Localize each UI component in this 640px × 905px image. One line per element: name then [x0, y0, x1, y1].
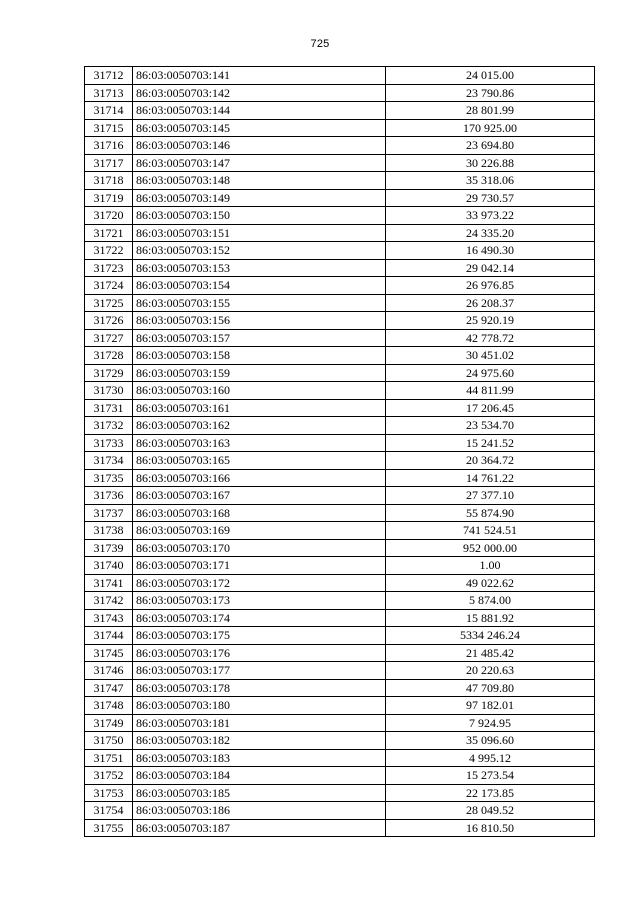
value-cell: 24 975.60 [386, 364, 595, 382]
value-cell: 25 920.19 [386, 312, 595, 330]
registry-table [84, 66, 595, 837]
value-cell: 21 485.42 [386, 644, 595, 662]
value-cell: 30 451.02 [386, 347, 595, 365]
table-row [85, 802, 595, 820]
row-number-cell: 31744 [85, 627, 133, 645]
table-row [85, 364, 595, 382]
row-number-cell: 31754 [85, 802, 133, 820]
value-cell: 28 801.99 [386, 102, 595, 120]
table-row [85, 627, 595, 645]
table-row [85, 574, 595, 592]
row-number-cell: 31742 [85, 592, 133, 610]
table-row [85, 697, 595, 715]
table-row [85, 714, 595, 732]
cadastral-number-cell: 86:03:0050703:170 [133, 539, 386, 557]
value-cell: 16 810.50 [386, 819, 595, 837]
table-row [85, 224, 595, 242]
row-number-cell: 31735 [85, 469, 133, 487]
table-row [85, 102, 595, 120]
row-number-cell: 31721 [85, 224, 133, 242]
row-number-cell: 31734 [85, 452, 133, 470]
value-cell: 23 790.86 [386, 84, 595, 102]
cadastral-number-cell: 86:03:0050703:168 [133, 504, 386, 522]
cadastral-number-cell: 86:03:0050703:157 [133, 329, 386, 347]
table-row [85, 504, 595, 522]
cadastral-number-cell: 86:03:0050703:163 [133, 434, 386, 452]
value-cell: 23 694.80 [386, 137, 595, 155]
row-number-cell: 31714 [85, 102, 133, 120]
table-row [85, 522, 595, 540]
row-number-cell: 31737 [85, 504, 133, 522]
value-cell: 97 182.01 [386, 697, 595, 715]
table-row [85, 84, 595, 102]
row-number-cell: 31751 [85, 749, 133, 767]
table-row [85, 242, 595, 260]
cadastral-number-cell: 86:03:0050703:174 [133, 609, 386, 627]
value-cell: 170 925.00 [386, 119, 595, 137]
row-number-cell: 31715 [85, 119, 133, 137]
table-row [85, 119, 595, 137]
row-number-cell: 31747 [85, 679, 133, 697]
value-cell: 1.00 [386, 557, 595, 575]
cadastral-number-cell: 86:03:0050703:177 [133, 662, 386, 680]
value-cell: 42 778.72 [386, 329, 595, 347]
row-number-cell: 31717 [85, 154, 133, 172]
cadastral-number-cell: 86:03:0050703:144 [133, 102, 386, 120]
value-cell: 49 022.62 [386, 574, 595, 592]
table-row [85, 417, 595, 435]
table-row [85, 557, 595, 575]
cadastral-number-cell: 86:03:0050703:171 [133, 557, 386, 575]
row-number-cell: 31745 [85, 644, 133, 662]
cadastral-number-cell: 86:03:0050703:166 [133, 469, 386, 487]
cadastral-number-cell: 86:03:0050703:182 [133, 732, 386, 750]
cadastral-number-cell: 86:03:0050703:141 [133, 67, 386, 85]
row-number-cell: 31752 [85, 767, 133, 785]
value-cell: 29 730.57 [386, 189, 595, 207]
table-row [85, 207, 595, 225]
cadastral-number-cell: 86:03:0050703:147 [133, 154, 386, 172]
value-cell: 4 995.12 [386, 749, 595, 767]
value-cell: 741 524.51 [386, 522, 595, 540]
cadastral-number-cell: 86:03:0050703:178 [133, 679, 386, 697]
cadastral-number-cell: 86:03:0050703:176 [133, 644, 386, 662]
row-number-cell: 31722 [85, 242, 133, 260]
row-number-cell: 31725 [85, 294, 133, 312]
cadastral-number-cell: 86:03:0050703:175 [133, 627, 386, 645]
table-row [85, 539, 595, 557]
row-number-cell: 31740 [85, 557, 133, 575]
value-cell: 23 534.70 [386, 417, 595, 435]
cadastral-number-cell: 86:03:0050703:165 [133, 452, 386, 470]
table-row [85, 434, 595, 452]
table-row [85, 329, 595, 347]
value-cell: 17 206.45 [386, 399, 595, 417]
cadastral-number-cell: 86:03:0050703:158 [133, 347, 386, 365]
cadastral-number-cell: 86:03:0050703:149 [133, 189, 386, 207]
value-cell: 20 364.72 [386, 452, 595, 470]
cadastral-number-cell: 86:03:0050703:153 [133, 259, 386, 277]
value-cell: 7 924.95 [386, 714, 595, 732]
row-number-cell: 31743 [85, 609, 133, 627]
value-cell: 24 015.00 [386, 67, 595, 85]
row-number-cell: 31720 [85, 207, 133, 225]
row-number-cell: 31716 [85, 137, 133, 155]
table-row [85, 154, 595, 172]
table-row [85, 347, 595, 365]
table-row [85, 67, 595, 85]
cadastral-number-cell: 86:03:0050703:146 [133, 137, 386, 155]
cadastral-number-cell: 86:03:0050703:185 [133, 784, 386, 802]
table-row [85, 592, 595, 610]
row-number-cell: 31724 [85, 277, 133, 295]
value-cell: 26 208.37 [386, 294, 595, 312]
row-number-cell: 31746 [85, 662, 133, 680]
row-number-cell: 31728 [85, 347, 133, 365]
row-number-cell: 31748 [85, 697, 133, 715]
table-row [85, 679, 595, 697]
value-cell: 35 318.06 [386, 172, 595, 190]
cadastral-number-cell: 86:03:0050703:167 [133, 487, 386, 505]
table-row [85, 189, 595, 207]
value-cell: 5 874.00 [386, 592, 595, 610]
value-cell: 27 377.10 [386, 487, 595, 505]
value-cell: 28 049.52 [386, 802, 595, 820]
row-number-cell: 31733 [85, 434, 133, 452]
table-row [85, 399, 595, 417]
table-row [85, 172, 595, 190]
cadastral-number-cell: 86:03:0050703:161 [133, 399, 386, 417]
row-number-cell: 31719 [85, 189, 133, 207]
cadastral-number-cell: 86:03:0050703:184 [133, 767, 386, 785]
cadastral-number-cell: 86:03:0050703:162 [133, 417, 386, 435]
table-row [85, 294, 595, 312]
table-row [85, 609, 595, 627]
table-row [85, 732, 595, 750]
value-cell: 29 042.14 [386, 259, 595, 277]
cadastral-number-cell: 86:03:0050703:156 [133, 312, 386, 330]
cadastral-number-cell: 86:03:0050703:169 [133, 522, 386, 540]
value-cell: 26 976.85 [386, 277, 595, 295]
cadastral-number-cell: 86:03:0050703:181 [133, 714, 386, 732]
table-row [85, 662, 595, 680]
cadastral-number-cell: 86:03:0050703:159 [133, 364, 386, 382]
row-number-cell: 31712 [85, 67, 133, 85]
value-cell: 22 173.85 [386, 784, 595, 802]
cadastral-number-cell: 86:03:0050703:154 [133, 277, 386, 295]
row-number-cell: 31753 [85, 784, 133, 802]
table-row [85, 137, 595, 155]
table-row [85, 469, 595, 487]
cadastral-number-cell: 86:03:0050703:183 [133, 749, 386, 767]
value-cell: 15 241.52 [386, 434, 595, 452]
table-row [85, 452, 595, 470]
table-row [85, 819, 595, 837]
value-cell: 16 490.30 [386, 242, 595, 260]
value-cell: 14 761.22 [386, 469, 595, 487]
cadastral-number-cell: 86:03:0050703:145 [133, 119, 386, 137]
cadastral-number-cell: 86:03:0050703:151 [133, 224, 386, 242]
row-number-cell: 31726 [85, 312, 133, 330]
cadastral-number-cell: 86:03:0050703:148 [133, 172, 386, 190]
value-cell: 35 096.60 [386, 732, 595, 750]
cadastral-number-cell: 86:03:0050703:187 [133, 819, 386, 837]
value-cell: 44 811.99 [386, 382, 595, 400]
row-number-cell: 31755 [85, 819, 133, 837]
table-row [85, 382, 595, 400]
value-cell: 30 226.88 [386, 154, 595, 172]
cadastral-number-cell: 86:03:0050703:155 [133, 294, 386, 312]
page-number: 725 [310, 38, 330, 50]
row-number-cell: 31729 [85, 364, 133, 382]
cadastral-number-cell: 86:03:0050703:186 [133, 802, 386, 820]
cadastral-number-cell: 86:03:0050703:142 [133, 84, 386, 102]
row-number-cell: 31727 [85, 329, 133, 347]
row-number-cell: 31713 [85, 84, 133, 102]
row-number-cell: 31718 [85, 172, 133, 190]
row-number-cell: 31736 [85, 487, 133, 505]
cadastral-number-cell: 86:03:0050703:172 [133, 574, 386, 592]
value-cell: 5334 246.24 [386, 627, 595, 645]
table-row [85, 749, 595, 767]
value-cell: 55 874.90 [386, 504, 595, 522]
table-row [85, 644, 595, 662]
row-number-cell: 31750 [85, 732, 133, 750]
row-number-cell: 31749 [85, 714, 133, 732]
table-row [85, 487, 595, 505]
row-number-cell: 31732 [85, 417, 133, 435]
row-number-cell: 31739 [85, 539, 133, 557]
row-number-cell: 31730 [85, 382, 133, 400]
row-number-cell: 31741 [85, 574, 133, 592]
table-row [85, 784, 595, 802]
value-cell: 20 220.63 [386, 662, 595, 680]
value-cell: 15 273.54 [386, 767, 595, 785]
value-cell: 33 973.22 [386, 207, 595, 225]
row-number-cell: 31723 [85, 259, 133, 277]
cadastral-number-cell: 86:03:0050703:152 [133, 242, 386, 260]
registry-table-body [85, 67, 595, 837]
row-number-cell: 31738 [85, 522, 133, 540]
value-cell: 15 881.92 [386, 609, 595, 627]
cadastral-number-cell: 86:03:0050703:150 [133, 207, 386, 225]
row-number-cell: 31731 [85, 399, 133, 417]
value-cell: 47 709.80 [386, 679, 595, 697]
cadastral-number-cell: 86:03:0050703:180 [133, 697, 386, 715]
table-row [85, 277, 595, 295]
table-row [85, 312, 595, 330]
table-row [85, 259, 595, 277]
table-row [85, 767, 595, 785]
cadastral-number-cell: 86:03:0050703:173 [133, 592, 386, 610]
value-cell: 952 000.00 [386, 539, 595, 557]
value-cell: 24 335.20 [386, 224, 595, 242]
cadastral-number-cell: 86:03:0050703:160 [133, 382, 386, 400]
